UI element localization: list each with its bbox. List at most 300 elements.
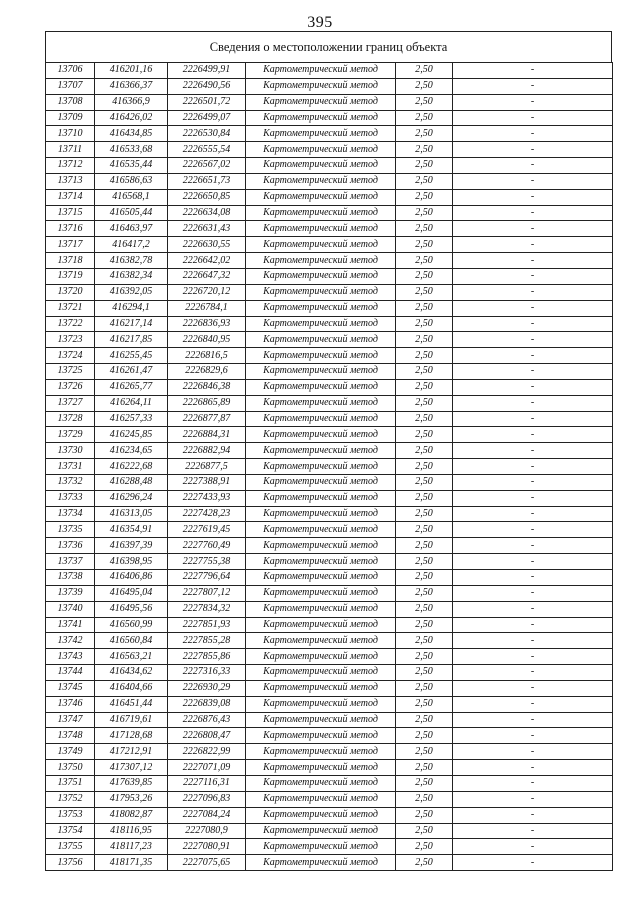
table-row [46,348,613,364]
method-cell: Картометрический метод [246,459,396,475]
point-number-cell: 13715 [46,205,95,221]
x-coordinate-cell: 418116,95 [95,823,168,839]
x-coordinate-cell: 416560,84 [95,633,168,649]
description-cell: - [453,839,613,855]
x-coordinate-cell: 417307,12 [95,760,168,776]
accuracy-cell: 2,50 [396,728,453,744]
x-coordinate-cell: 416434,85 [95,126,168,142]
table-row [46,237,613,253]
y-coordinate-cell: 2226840,95 [168,332,246,348]
accuracy-cell: 2,50 [396,142,453,158]
description-cell: - [453,728,613,744]
table-row [46,332,613,348]
y-coordinate-cell: 2227855,28 [168,633,246,649]
description-cell: - [453,395,613,411]
x-coordinate-cell: 416217,14 [95,316,168,332]
table-row [46,411,613,427]
accuracy-cell: 2,50 [396,807,453,823]
method-cell: Картометрический метод [246,617,396,633]
y-coordinate-cell: 2226642,02 [168,253,246,269]
description-cell: - [453,268,613,284]
accuracy-cell: 2,50 [396,364,453,380]
accuracy-cell: 2,50 [396,633,453,649]
table-row [46,443,613,459]
table-row [46,522,613,538]
y-coordinate-cell: 2227619,45 [168,522,246,538]
y-coordinate-cell: 2227855,86 [168,649,246,665]
y-coordinate-cell: 2226784,1 [168,300,246,316]
x-coordinate-cell: 416417,2 [95,237,168,253]
table-row [46,855,613,871]
table-row [46,554,613,570]
y-coordinate-cell: 2227834,32 [168,601,246,617]
x-coordinate-cell: 416719,61 [95,712,168,728]
point-number-cell: 13724 [46,348,95,364]
table-row [46,110,613,126]
point-number-cell: 13753 [46,807,95,823]
method-cell: Картометрический метод [246,506,396,522]
x-coordinate-cell: 416261,47 [95,364,168,380]
x-coordinate-cell: 418117,23 [95,839,168,855]
x-coordinate-cell: 416201,16 [95,63,168,79]
point-number-cell: 13738 [46,570,95,586]
y-coordinate-cell: 2226501,72 [168,94,246,110]
x-coordinate-cell: 416265,77 [95,379,168,395]
description-cell: - [453,855,613,871]
description-cell: - [453,364,613,380]
description-cell: - [453,63,613,79]
method-cell: Картометрический метод [246,348,396,364]
y-coordinate-cell: 2226567,02 [168,158,246,174]
accuracy-cell: 2,50 [396,316,453,332]
description-cell: - [453,506,613,522]
y-coordinate-cell: 2227084,24 [168,807,246,823]
description-cell: - [453,665,613,681]
x-coordinate-cell: 416296,24 [95,490,168,506]
description-cell: - [453,78,613,94]
description-cell: - [453,649,613,665]
method-cell: Картометрический метод [246,728,396,744]
table-row [46,490,613,506]
description-cell: - [453,680,613,696]
y-coordinate-cell: 2226836,93 [168,316,246,332]
table-row [46,268,613,284]
y-coordinate-cell: 2226499,91 [168,63,246,79]
table-row [46,142,613,158]
x-coordinate-cell: 416398,95 [95,554,168,570]
accuracy-cell: 2,50 [396,158,453,174]
point-number-cell: 13729 [46,427,95,443]
accuracy-cell: 2,50 [396,332,453,348]
description-cell: - [453,807,613,823]
accuracy-cell: 2,50 [396,649,453,665]
method-cell: Картометрический метод [246,807,396,823]
x-coordinate-cell: 416366,37 [95,78,168,94]
accuracy-cell: 2,50 [396,189,453,205]
method-cell: Картометрический метод [246,712,396,728]
description-cell: - [453,142,613,158]
accuracy-cell: 2,50 [396,379,453,395]
y-coordinate-cell: 2226877,5 [168,459,246,475]
description-cell: - [453,173,613,189]
point-number-cell: 13743 [46,649,95,665]
point-number-cell: 13728 [46,411,95,427]
method-cell: Картометрический метод [246,490,396,506]
description-cell: - [453,221,613,237]
x-coordinate-cell: 416535,44 [95,158,168,174]
point-number-cell: 13722 [46,316,95,332]
method-cell: Картометрический метод [246,173,396,189]
accuracy-cell: 2,50 [396,94,453,110]
description-cell: - [453,791,613,807]
page-number: 395 [307,14,333,31]
x-coordinate-cell: 416495,04 [95,585,168,601]
description-cell: - [453,617,613,633]
table-row [46,284,613,300]
method-cell: Картометрический метод [246,142,396,158]
accuracy-cell: 2,50 [396,522,453,538]
point-number-cell: 13718 [46,253,95,269]
y-coordinate-cell: 2226647,32 [168,268,246,284]
table-row [46,665,613,681]
description-cell: - [453,823,613,839]
accuracy-cell: 2,50 [396,617,453,633]
table-row [46,617,613,633]
x-coordinate-cell: 416563,21 [95,649,168,665]
x-coordinate-cell: 416397,39 [95,538,168,554]
accuracy-cell: 2,50 [396,443,453,459]
description-cell: - [453,775,613,791]
description-cell: - [453,348,613,364]
description-cell: - [453,189,613,205]
table-row [46,78,613,94]
x-coordinate-cell: 416382,34 [95,268,168,284]
method-cell: Картометрический метод [246,158,396,174]
point-number-cell: 13716 [46,221,95,237]
point-number-cell: 13730 [46,443,95,459]
accuracy-cell: 2,50 [396,459,453,475]
y-coordinate-cell: 2227760,49 [168,538,246,554]
description-cell: - [453,332,613,348]
point-number-cell: 13721 [46,300,95,316]
method-cell: Картометрический метод [246,300,396,316]
method-cell: Картометрический метод [246,855,396,871]
method-cell: Картометрический метод [246,554,396,570]
accuracy-cell: 2,50 [396,696,453,712]
method-cell: Картометрический метод [246,839,396,855]
accuracy-cell: 2,50 [396,474,453,490]
accuracy-cell: 2,50 [396,744,453,760]
x-coordinate-cell: 417212,91 [95,744,168,760]
y-coordinate-cell: 2226877,87 [168,411,246,427]
x-coordinate-cell: 418171,35 [95,855,168,871]
y-coordinate-cell: 2226846,38 [168,379,246,395]
accuracy-cell: 2,50 [396,253,453,269]
table-row [46,570,613,586]
y-coordinate-cell: 2226930,29 [168,680,246,696]
x-coordinate-cell: 416354,91 [95,522,168,538]
accuracy-cell: 2,50 [396,490,453,506]
x-coordinate-cell: 418082,87 [95,807,168,823]
table-row [46,173,613,189]
table-row [46,775,613,791]
x-coordinate-cell: 417128,68 [95,728,168,744]
method-cell: Картометрический метод [246,474,396,490]
point-number-cell: 13751 [46,775,95,791]
point-number-cell: 13744 [46,665,95,681]
y-coordinate-cell: 2226876,43 [168,712,246,728]
point-number-cell: 13735 [46,522,95,538]
accuracy-cell: 2,50 [396,427,453,443]
y-coordinate-cell: 2227428,23 [168,506,246,522]
y-coordinate-cell: 2226829,6 [168,364,246,380]
x-coordinate-cell: 416382,78 [95,253,168,269]
description-cell: - [453,570,613,586]
table-row [46,649,613,665]
method-cell: Картометрический метод [246,189,396,205]
method-cell: Картометрический метод [246,110,396,126]
point-number-cell: 13749 [46,744,95,760]
method-cell: Картометрический метод [246,443,396,459]
point-number-cell: 13756 [46,855,95,871]
boundary-points-table [45,62,613,871]
x-coordinate-cell: 416313,05 [95,506,168,522]
table-row [46,63,613,79]
table-row [46,94,613,110]
point-number-cell: 13707 [46,78,95,94]
table-row [46,823,613,839]
method-cell: Картометрический метод [246,364,396,380]
point-number-cell: 13710 [46,126,95,142]
description-cell: - [453,744,613,760]
x-coordinate-cell: 416406,86 [95,570,168,586]
y-coordinate-cell: 2227796,64 [168,570,246,586]
accuracy-cell: 2,50 [396,237,453,253]
x-coordinate-cell: 416434,62 [95,665,168,681]
table-row [46,601,613,617]
point-number-cell: 13725 [46,364,95,380]
table-row [46,633,613,649]
y-coordinate-cell: 2226651,73 [168,173,246,189]
description-cell: - [453,522,613,538]
table-row [46,189,613,205]
table-row [46,474,613,490]
y-coordinate-cell: 2227755,38 [168,554,246,570]
method-cell: Картометрический метод [246,744,396,760]
method-cell: Картометрический метод [246,63,396,79]
method-cell: Картометрический метод [246,791,396,807]
x-coordinate-cell: 416451,44 [95,696,168,712]
x-coordinate-cell: 416560,99 [95,617,168,633]
method-cell: Картометрический метод [246,585,396,601]
x-coordinate-cell: 416586,63 [95,173,168,189]
description-cell: - [453,110,613,126]
point-number-cell: 13752 [46,791,95,807]
description-cell: - [453,554,613,570]
accuracy-cell: 2,50 [396,538,453,554]
x-coordinate-cell: 416255,45 [95,348,168,364]
x-coordinate-cell: 416264,11 [95,395,168,411]
accuracy-cell: 2,50 [396,110,453,126]
description-cell: - [453,427,613,443]
x-coordinate-cell: 416568,1 [95,189,168,205]
accuracy-cell: 2,50 [396,173,453,189]
table-row [46,696,613,712]
method-cell: Картометрический метод [246,522,396,538]
accuracy-cell: 2,50 [396,78,453,94]
table-row [46,585,613,601]
method-cell: Картометрический метод [246,538,396,554]
method-cell: Картометрический метод [246,94,396,110]
y-coordinate-cell: 2226816,5 [168,348,246,364]
accuracy-cell: 2,50 [396,126,453,142]
accuracy-cell: 2,50 [396,205,453,221]
description-cell: - [453,284,613,300]
accuracy-cell: 2,50 [396,680,453,696]
x-coordinate-cell: 416217,85 [95,332,168,348]
accuracy-cell: 2,50 [396,268,453,284]
y-coordinate-cell: 2226490,56 [168,78,246,94]
accuracy-cell: 2,50 [396,839,453,855]
description-cell: - [453,459,613,475]
method-cell: Картометрический метод [246,665,396,681]
description-cell: - [453,490,613,506]
method-cell: Картометрический метод [246,126,396,142]
y-coordinate-cell: 2226882,94 [168,443,246,459]
accuracy-cell: 2,50 [396,585,453,601]
accuracy-cell: 2,50 [396,63,453,79]
accuracy-cell: 2,50 [396,554,453,570]
x-coordinate-cell: 416234,65 [95,443,168,459]
y-coordinate-cell: 2226630,55 [168,237,246,253]
table-row [46,205,613,221]
point-number-cell: 13745 [46,680,95,696]
method-cell: Картометрический метод [246,601,396,617]
description-cell: - [453,538,613,554]
x-coordinate-cell: 416245,85 [95,427,168,443]
table-row [46,680,613,696]
point-number-cell: 13709 [46,110,95,126]
point-number-cell: 13713 [46,173,95,189]
method-cell: Картометрический метод [246,253,396,269]
point-number-cell: 13711 [46,142,95,158]
y-coordinate-cell: 2226822,99 [168,744,246,760]
x-coordinate-cell: 416495,56 [95,601,168,617]
table-row [46,459,613,475]
point-number-cell: 13732 [46,474,95,490]
description-cell: - [453,633,613,649]
table-row [46,744,613,760]
table-row [46,158,613,174]
table-body [46,63,613,871]
table-row [46,126,613,142]
accuracy-cell: 2,50 [396,284,453,300]
method-cell: Картометрический метод [246,680,396,696]
y-coordinate-cell: 2226530,84 [168,126,246,142]
point-number-cell: 13719 [46,268,95,284]
x-coordinate-cell: 416366,9 [95,94,168,110]
table-row [46,807,613,823]
table-row [46,300,613,316]
y-coordinate-cell: 2226650,85 [168,189,246,205]
y-coordinate-cell: 2227851,93 [168,617,246,633]
point-number-cell: 13712 [46,158,95,174]
table-row [46,712,613,728]
method-cell: Картометрический метод [246,379,396,395]
table-row [46,791,613,807]
method-cell: Картометрический метод [246,649,396,665]
method-cell: Картометрический метод [246,427,396,443]
y-coordinate-cell: 2227071,09 [168,760,246,776]
x-coordinate-cell: 416222,68 [95,459,168,475]
accuracy-cell: 2,50 [396,855,453,871]
table-row [46,538,613,554]
table-row [46,316,613,332]
x-coordinate-cell: 417953,26 [95,791,168,807]
x-coordinate-cell: 417639,85 [95,775,168,791]
table-row [46,506,613,522]
point-number-cell: 13733 [46,490,95,506]
description-cell: - [453,474,613,490]
y-coordinate-cell: 2226808,47 [168,728,246,744]
x-coordinate-cell: 416533,68 [95,142,168,158]
description-cell: - [453,411,613,427]
method-cell: Картометрический метод [246,332,396,348]
table-row [46,839,613,855]
table-row [46,395,613,411]
table-row [46,760,613,776]
point-number-cell: 13734 [46,506,95,522]
accuracy-cell: 2,50 [396,411,453,427]
method-cell: Картометрический метод [246,268,396,284]
x-coordinate-cell: 416505,44 [95,205,168,221]
accuracy-cell: 2,50 [396,791,453,807]
description-cell: - [453,158,613,174]
description-cell: - [453,712,613,728]
point-number-cell: 13717 [46,237,95,253]
accuracy-cell: 2,50 [396,775,453,791]
accuracy-cell: 2,50 [396,221,453,237]
y-coordinate-cell: 2226631,43 [168,221,246,237]
accuracy-cell: 2,50 [396,300,453,316]
method-cell: Картометрический метод [246,284,396,300]
accuracy-cell: 2,50 [396,506,453,522]
y-coordinate-cell: 2226720,12 [168,284,246,300]
point-number-cell: 13736 [46,538,95,554]
description-cell: - [453,585,613,601]
table-row [46,379,613,395]
point-number-cell: 13720 [46,284,95,300]
point-number-cell: 13726 [46,379,95,395]
method-cell: Картометрический метод [246,570,396,586]
table-row [46,221,613,237]
point-number-cell: 13746 [46,696,95,712]
point-number-cell: 13706 [46,63,95,79]
point-number-cell: 13754 [46,823,95,839]
accuracy-cell: 2,50 [396,601,453,617]
description-cell: - [453,253,613,269]
method-cell: Картометрический метод [246,823,396,839]
description-cell: - [453,379,613,395]
accuracy-cell: 2,50 [396,823,453,839]
method-cell: Картометрический метод [246,775,396,791]
method-cell: Картометрический метод [246,205,396,221]
accuracy-cell: 2,50 [396,760,453,776]
point-number-cell: 13708 [46,94,95,110]
x-coordinate-cell: 416392,05 [95,284,168,300]
accuracy-cell: 2,50 [396,712,453,728]
description-cell: - [453,601,613,617]
